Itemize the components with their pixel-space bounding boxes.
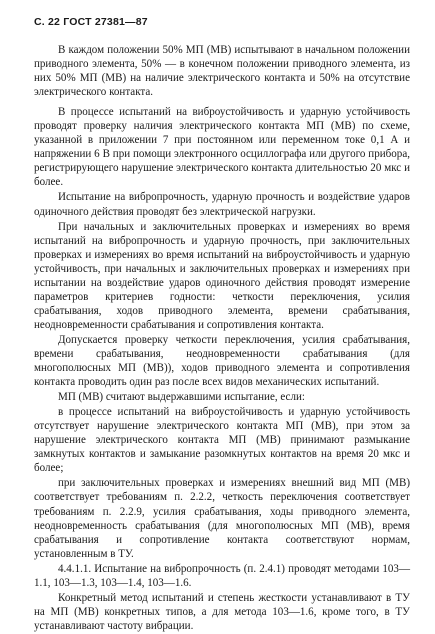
paragraph-passed-intro: МП (МВ) считают выдержавшими испытание, если: xyxy=(58,391,305,404)
page-header: С. 22 ГОСТ 27381—87 xyxy=(34,16,148,28)
paragraph-allowed-check: Допускается проверку четкости переключения, усилия срабатывания, времени срабатывания, неодновременности срабатывания (для многополюсных МП (МВ)), ходов приводного элемента и сопротивления контакта проводить один раз после всех видов механических испытаний. xyxy=(34,333,410,389)
paragraph-positions: В каждом положении 50% МП (МВ) испытывают в начальном положении приводного элемента, 50% — в конечном положении приводного элемента, из них 50% МП (МВ) на наличие электрического контакта и 50% на отсутствие электрического контакта. xyxy=(34,44,410,99)
paragraph-method-selection: Конкретный метод испытаний и степень жесткости устанавливают в ТУ на МП (МВ) конкретных типов, а для метода 103—1.6, кроме того, в ТУ устанавливают частоту вибрации. xyxy=(34,591,410,632)
paragraph-measurements: При начальных и заключительных проверках и измерениях во время испытаний на вибропрочность и ударную прочность, при заключительных проверках и измерениях во время испытаний на виброустойчивость и ударную устойчивость, при начальных и заключительных проверках и измерениях при испытании на воздействие ударов одиночного действия проводят измерение параметров критериев годности: четкости переключения, усилия срабатывания, ходов приводного элемента, времени срабатывания, неодновременности срабатывания и сопротивления контакта. xyxy=(34,220,410,331)
paragraph-contact-check: В процессе испытаний на виброустойчивость и ударную устойчивость проводят проверку наличия электрического контакта МП (МВ) по схеме, указанной в приложении 7 при постоянном или переменном токе 0,1 А и напряжении 6 В при помощи электронного осциллографа или другого прибора, регистрирующего нарушение электрического контакта длительностью 20 мкс и более. xyxy=(34,106,410,189)
paragraph-criterion-final: при заключительных проверках и измерениях внешний вид МП (МВ) соответствует требованиям п. 2.2.2, четкость переключения соответствует требованиям п. 2.2.9, усилия срабатывания, ходы приводного элемента, неодновременность срабатывания (для многополюсных МП (МВ), время срабатывания и сопротивление контакта соответствуют нормам, установленным в ТУ. xyxy=(34,477,410,560)
paragraph-criterion-contact: в процессе испытаний на виброустойчивость и ударную устойчивость отсутствует нарушение электрического контакта МП (МВ), при этом за нарушение электрического контакта МП (МВ) принимают размыкание замкнутых контактов и замыкание разомкнутых контактов на время 20 мкс и более; xyxy=(34,406,410,475)
paragraph-no-load: Испытание на вибропрочность, ударную прочность и воздействие ударов одиночного действия проводят без электрической нагрузки. xyxy=(34,191,410,218)
document-page xyxy=(34,16,410,634)
paragraph-clause-4-4-1-1: 4.4.1.1. Испытание на вибропрочность (п. 2.4.1) проводят методами 103—1.1, 103—1.3, 103—1.4, 103—1.6. xyxy=(34,562,410,589)
